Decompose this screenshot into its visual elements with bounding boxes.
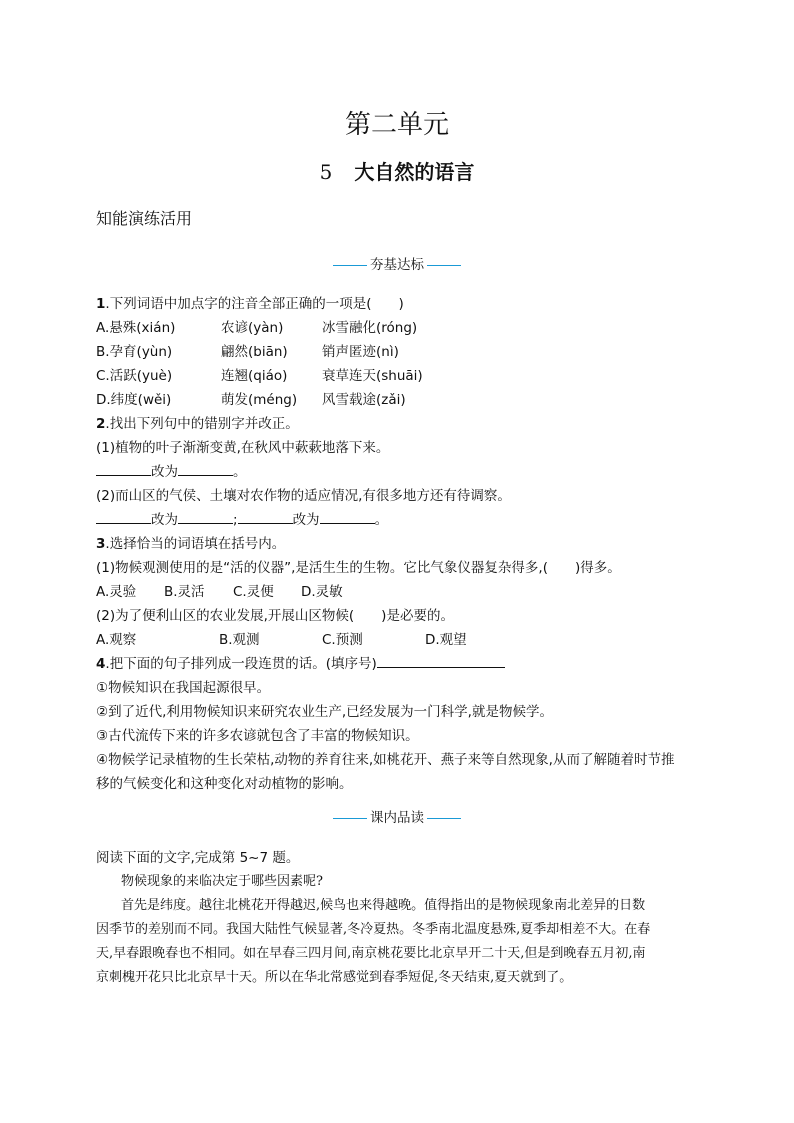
lesson-title xyxy=(0,156,794,185)
q1-option-b-word3: 销声匿迹(nì) xyxy=(322,344,399,360)
answer-blank[interactable] xyxy=(238,509,293,524)
section-banner-basic: 夯基达标 xyxy=(0,253,794,273)
answer-blank[interactable] xyxy=(377,653,505,668)
q1-option-b: B.孕育(yùn) xyxy=(96,344,173,360)
reading-para-line-3: 天,早春跟晚春也不相同。如在早春三四月间,南京桃花要比北京早开二十天,但是到晚春五月初,南 xyxy=(96,946,646,961)
q1-option-a-word2: 农谚(yàn) xyxy=(221,320,284,336)
lesson-name: 大自然的语言 xyxy=(354,160,475,184)
reading-intro: 阅读下面的文字,完成第 5~7 题。 xyxy=(96,850,300,866)
q2-sentence-1: (1)植物的叶子渐渐变黄,在秋风中蔌蔌地落下来。 xyxy=(96,440,390,456)
q1-option-d-word3: 风雪载途(zǎi) xyxy=(322,392,406,408)
q4-stem: 4.把下面的句子排列成一段连贯的话。(填序号) xyxy=(96,652,505,672)
q1-option-a-word3: 冰雪融化(róng) xyxy=(322,320,418,336)
q3-s2-option-d: D.观望 xyxy=(425,632,467,648)
q3-s1-option-d: D.灵敏 xyxy=(301,584,343,600)
q4-item-4-cont: 移的气候变化和这种变化对动植物的影响。 xyxy=(96,776,353,792)
unit-title: 第二单元 xyxy=(344,110,449,140)
q1-option-b-word2: 翩然(biān) xyxy=(221,344,288,360)
q4-item-4: ④物候学记录植物的生长荣枯,动物的养育往来,如桃花开、燕子来等自然现象,从而了解随着时节推 xyxy=(96,752,675,768)
section-heading: 知能演练活用 xyxy=(96,209,193,228)
q3-s1-option-a: A.灵验 xyxy=(96,584,137,600)
q3-s2-option-c: C.预测 xyxy=(322,632,363,648)
answer-blank[interactable] xyxy=(320,509,375,524)
answer-blank[interactable] xyxy=(178,509,233,524)
q3-sentence-2: (2)为了便利山区的农业发展,开展山区物候( )是必要的。 xyxy=(96,608,454,624)
answer-blank[interactable] xyxy=(178,461,233,476)
reading-para-line-4: 京刺槐开花只比北京早十天。所以在华北常感觉到春季短促,冬天结束,夏天就到了。 xyxy=(96,970,573,985)
q1-option-c: C.活跃(yuè) xyxy=(96,368,173,384)
q4-item-1: ①物候知识在我国起源很早。 xyxy=(96,680,271,696)
q2-answer-2: 改为 ; 改为 。 xyxy=(96,508,388,528)
q2-stem: 2.找出下列句中的错别字并改正。 xyxy=(96,416,299,432)
q3-stem: 3.选择恰当的词语填在括号内。 xyxy=(96,536,286,552)
q2-sentence-2: (2)而山区的气侯、土壤对农作物的适应情况,有很多地方还有待调察。 xyxy=(96,488,511,504)
q4-item-3: ③古代流传下来的许多农谚就包含了丰富的物候知识。 xyxy=(96,728,419,744)
q1-option-a: A.悬殊(xián) xyxy=(96,320,176,336)
answer-blank[interactable] xyxy=(96,509,151,524)
q2-answer-1: 改为 。 xyxy=(96,460,247,480)
q3-s1-option-c: C.灵便 xyxy=(233,584,274,600)
answer-blank[interactable] xyxy=(96,461,151,476)
q3-s1-option-b: B.灵活 xyxy=(164,584,205,600)
q3-s2-option-b: B.观测 xyxy=(219,632,260,648)
section-banner-reading: 课内品读 xyxy=(0,806,794,826)
q3-sentence-1: (1)物候观测使用的是“活的仪器”,是活生生的生物。它比气象仪器复杂得多,( )得多。 xyxy=(96,560,621,576)
reading-para-line-2: 因季节的差别而不同。我国大陆性气候显著,冬冷夏热。冬季南北温度悬殊,夏季却相差不大。在春 xyxy=(96,922,651,937)
q1-option-d: D.纬度(wěi) xyxy=(96,392,172,408)
reading-para-line-1: 首先是纬度。越往北桃花开得越迟,候鸟也来得越晚。值得指出的是物候现象南北差异的日数 xyxy=(121,898,646,913)
q4-item-2: ②到了近代,利用物候知识来研究农业生产,已经发展为一门科学,就是物候学。 xyxy=(96,704,553,720)
q1-option-c-word2: 连翘(qiáo) xyxy=(221,368,288,384)
lesson-number: 5 xyxy=(319,160,333,184)
q1-stem: 1.下列词语中加点字的注音全部正确的一项是( ) xyxy=(96,296,404,312)
q1-option-d-word2: 萌发(méng) xyxy=(221,392,298,408)
q3-s2-option-a: A.观察 xyxy=(96,632,137,648)
q1-option-c-word3: 衰草连天(shuāi) xyxy=(322,368,423,384)
reading-question: 物候现象的来临决定于哪些因素呢? xyxy=(121,874,323,889)
